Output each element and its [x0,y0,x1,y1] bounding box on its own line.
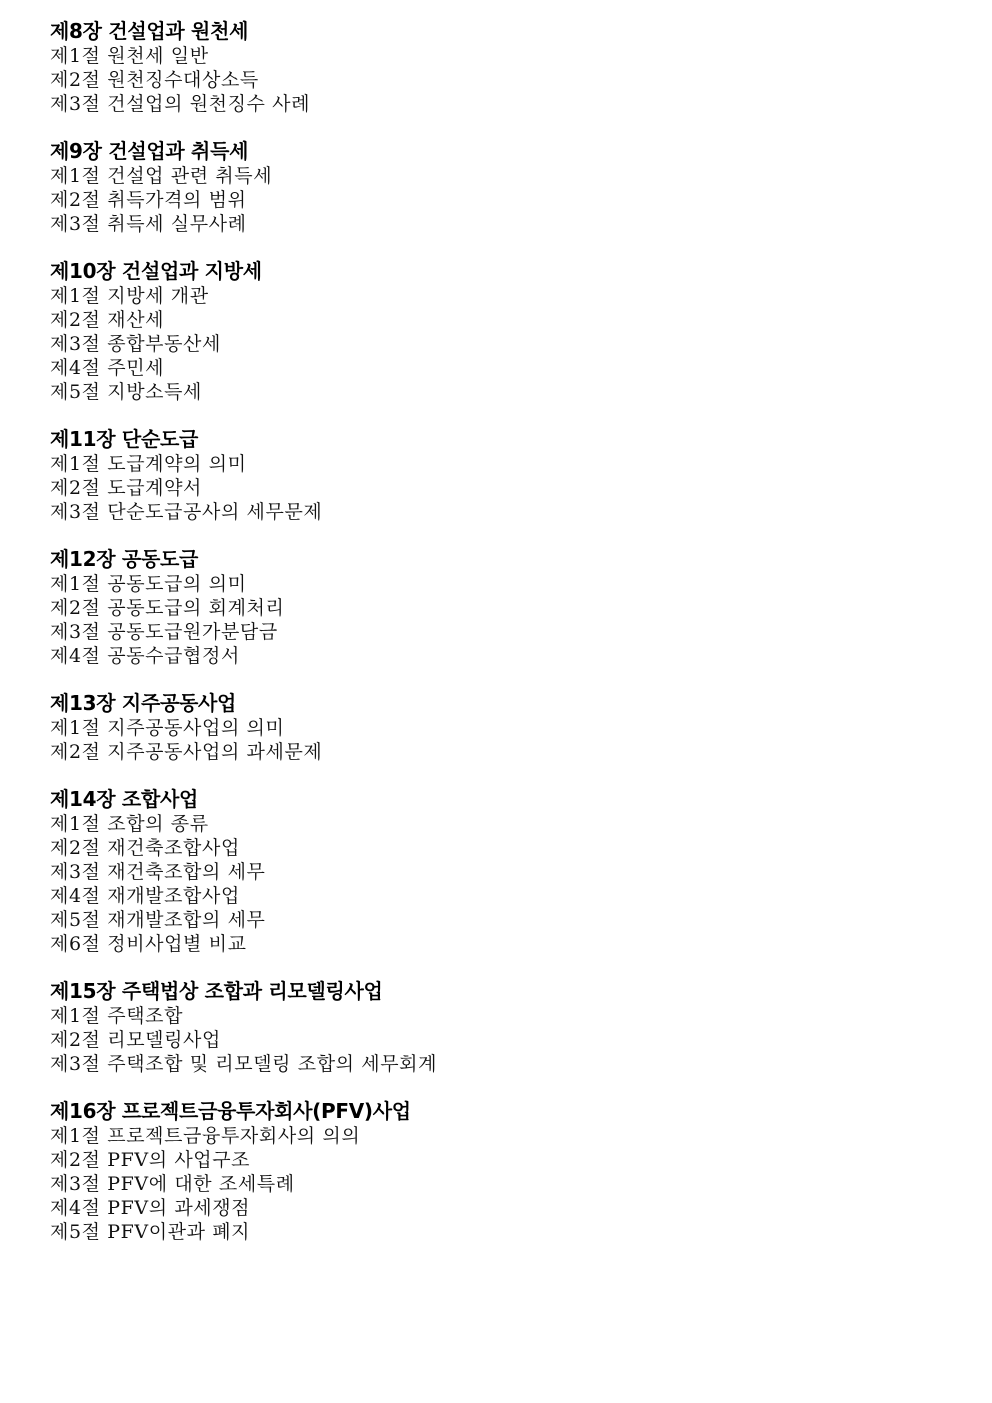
section-item: 제3절 건설업의 원천징수 사례 [50,93,311,115]
section-item: 제1절 주택조합 [50,1005,184,1027]
section-item: 제5절 지방소득세 [50,381,203,403]
section-item: 제1절 조합의 종류 [50,813,209,835]
section-item: 제5절 재개발조합의 세무 [50,909,266,931]
section-item: 제2절 원천징수대상소득 [50,69,259,91]
chapter-title: 제9장 건설업과 취득세 [50,139,249,163]
section-item: 제3절 PFV에 대한 조세특례 [50,1173,295,1195]
section-item: 제1절 원천세 일반 [50,45,209,67]
section-item: 제1절 건설업 관련 취득세 [50,165,273,187]
section-item: 제1절 지방세 개관 [50,285,209,307]
section-item: 제2절 리모델링사업 [50,1029,221,1051]
chapter-11 [50,426,950,524]
section-item: 제2절 재산세 [50,309,165,331]
chapter-title: 제13장 지주공동사업 [50,691,237,715]
chapter-14 [50,786,950,956]
chapter-13 [50,690,950,764]
section-item: 제2절 취득가격의 범위 [50,189,247,211]
chapter-title: 제11장 단순도급 [50,427,199,451]
section-item: 제6절 정비사업별 비교 [50,933,247,955]
chapter-title: 제10장 건설업과 지방세 [50,259,262,283]
chapter-title: 제14장 조합사업 [50,787,199,811]
section-item: 제3절 주택조합 및 리모델링 조합의 세무회계 [50,1053,438,1075]
section-item: 제3절 공동도급원가분담금 [50,621,278,643]
chapter-12 [50,546,950,668]
chapter-9 [50,138,950,236]
chapter-title: 제15장 주택법상 조합과 리모델링사업 [50,979,383,1003]
section-item: 제4절 공동수급협정서 [50,645,240,667]
table-of-contents [50,18,950,1266]
chapter-15 [50,978,950,1076]
section-item: 제4절 PFV의 과세쟁점 [50,1197,251,1219]
section-item: 제1절 도급계약의 의미 [50,453,247,475]
chapter-title: 제8장 건설업과 원천세 [50,19,249,43]
section-item: 제3절 단순도급공사의 세무문제 [50,501,323,523]
section-item: 제3절 재건축조합의 세무 [50,861,266,883]
chapter-8 [50,18,950,116]
section-item: 제4절 주민세 [50,357,165,379]
chapter-10 [50,258,950,404]
section-item: 제2절 공동도급의 회계처리 [50,597,285,619]
section-item: 제1절 프로젝트금융투자회사의 의의 [50,1125,361,1147]
chapter-title: 제16장 프로젝트금융투자회사(PFV)사업 [50,1099,411,1123]
section-item: 제5절 PFV이관과 폐지 [50,1221,251,1243]
section-item: 제3절 취득세 실무사례 [50,213,247,235]
section-item: 제2절 재건축조합사업 [50,837,240,859]
section-item: 제2절 지주공동사업의 과세문제 [50,741,323,763]
section-item: 제4절 재개발조합사업 [50,885,240,907]
section-item: 제2절 PFV의 사업구조 [50,1149,251,1171]
section-item: 제3절 종합부동산세 [50,333,221,355]
chapter-16 [50,1098,950,1244]
section-item: 제1절 공동도급의 의미 [50,573,247,595]
chapter-title: 제12장 공동도급 [50,547,199,571]
section-item: 제2절 도급계약서 [50,477,203,499]
section-item: 제1절 지주공동사업의 의미 [50,717,285,739]
